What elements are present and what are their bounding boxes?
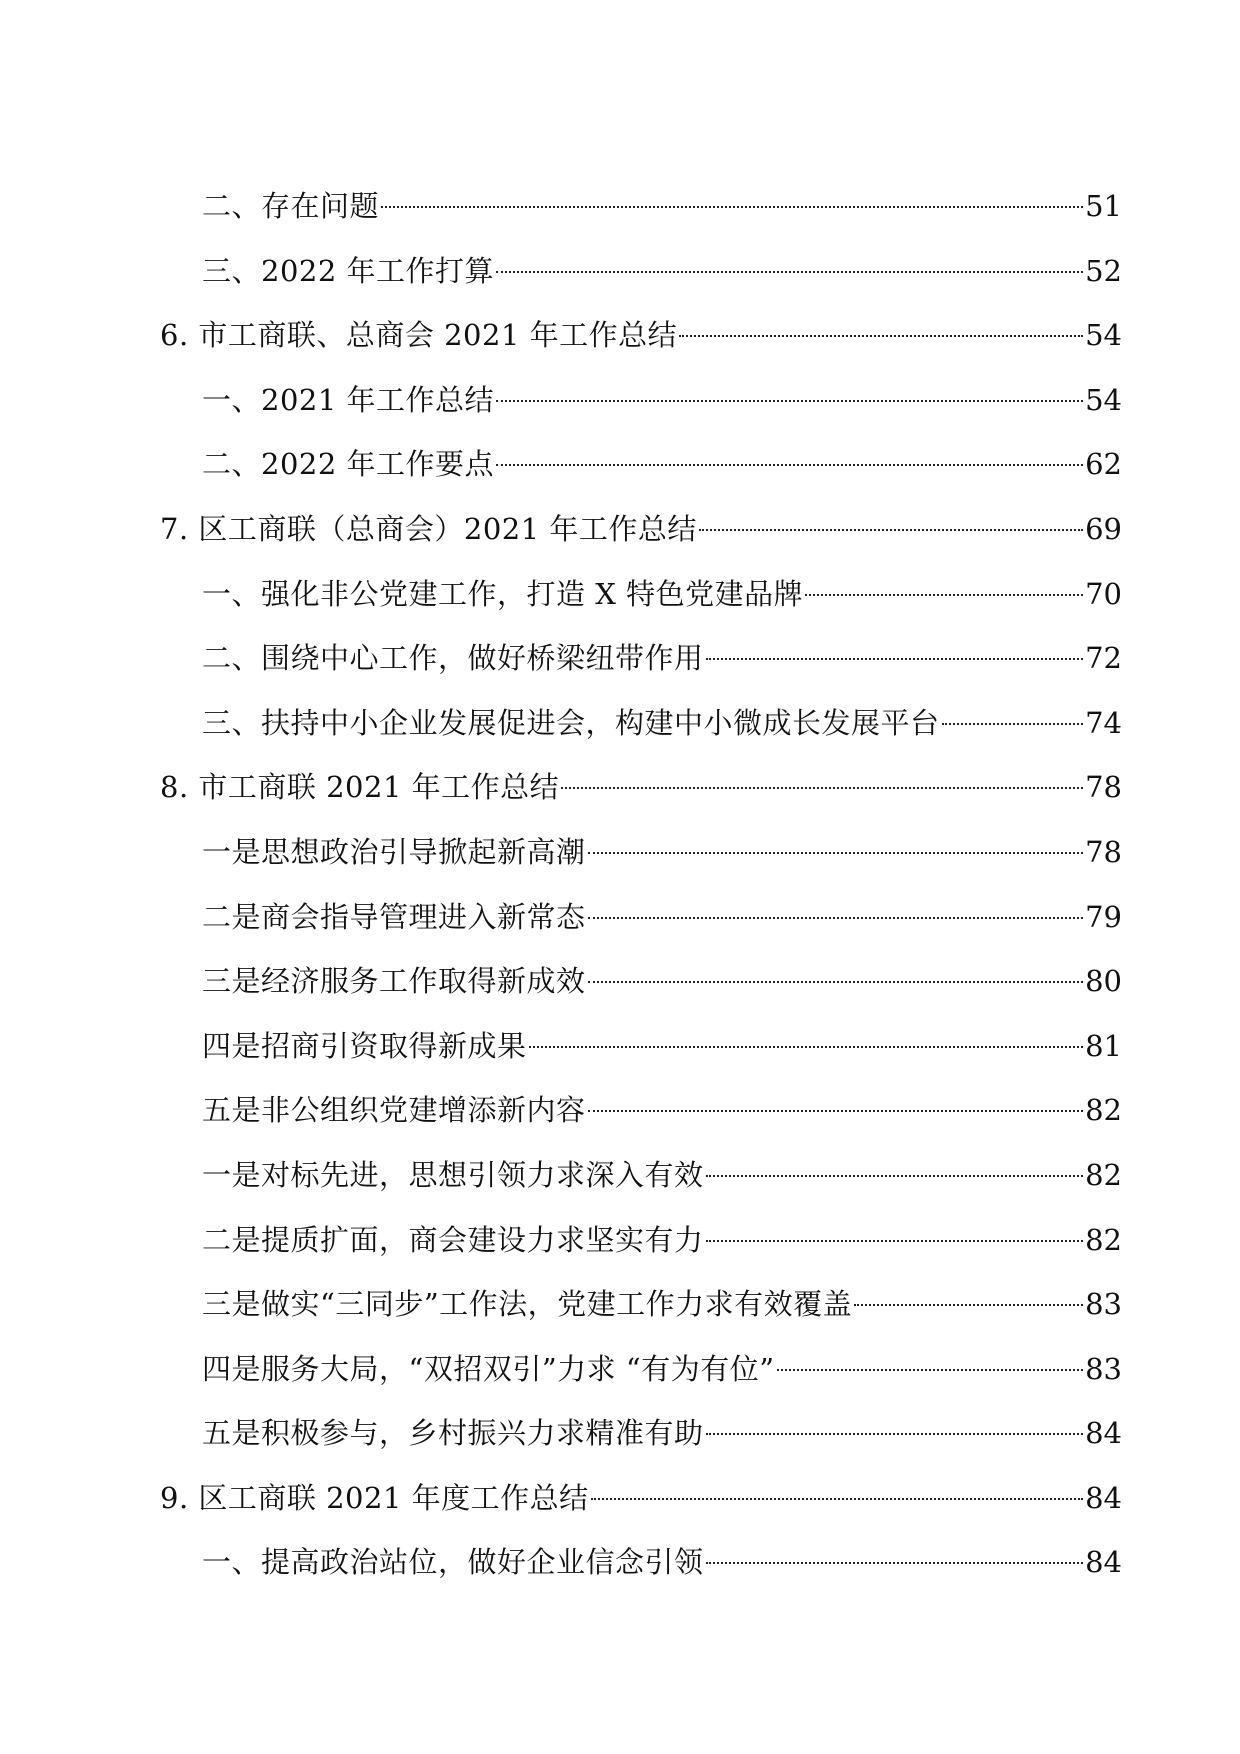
dot-leader <box>586 1080 1086 1120</box>
toc-entry[interactable] <box>0 687 1240 752</box>
dot-leader <box>494 241 1085 281</box>
toc-entry-page-number: 62 <box>1085 447 1122 482</box>
toc-entry-page-number: 80 <box>1085 964 1122 999</box>
dot-leader <box>677 305 1085 345</box>
dot-leader <box>527 1016 1086 1056</box>
toc-entry-page-number: 51 <box>1085 189 1122 223</box>
toc-entry-title: 二、存在问题 <box>202 189 380 223</box>
dot-leader <box>494 370 1085 410</box>
toc-entry-page-number: 79 <box>1085 899 1122 934</box>
toc-entry[interactable] <box>0 816 1240 881</box>
toc-entry-page-number: 69 <box>1085 511 1122 546</box>
toc-entry[interactable] <box>0 1268 1240 1333</box>
toc-entry-page-number: 54 <box>1085 382 1122 417</box>
dot-leader <box>494 434 1085 474</box>
toc-entry-title: 9. 区工商联 2021 年度工作总结 <box>160 1480 589 1515</box>
toc-entry-page-number: 54 <box>1085 318 1122 353</box>
toc-entry-title: 五是非公组织党建增添新内容 <box>202 1093 586 1128</box>
dot-leader <box>586 887 1086 927</box>
toc-entry-title: 五是积极参与，乡村振兴力求精准有助 <box>202 1416 704 1451</box>
toc-section-heading[interactable] <box>0 299 1240 364</box>
dot-leader <box>704 1145 1086 1185</box>
dot-leader <box>704 1403 1086 1443</box>
dot-leader <box>704 628 1086 668</box>
toc-entry-title: 二是提质扩面，商会建设力求坚实有力 <box>202 1222 704 1257</box>
toc-entry-page-number: 82 <box>1085 1222 1122 1257</box>
toc-entry-title: 三是做实“三同步”工作法，党建工作力求有效覆盖 <box>202 1287 853 1322</box>
toc-section-heading[interactable] <box>0 751 1240 816</box>
toc-entry[interactable] <box>0 558 1240 623</box>
toc-entry-page-number: 84 <box>1085 1545 1122 1580</box>
toc-entry-title: 一、强化非公党建工作，打造 X 特色党建品牌 <box>202 576 804 611</box>
toc-entry-page-number: 82 <box>1085 1157 1122 1192</box>
toc-entry-page-number: 72 <box>1085 641 1122 676</box>
dot-leader <box>852 1274 1085 1314</box>
dot-leader <box>704 1532 1086 1572</box>
toc-entry-page-number: 52 <box>1085 253 1122 288</box>
toc-entry-page-number: 78 <box>1085 770 1122 805</box>
toc-entry-page-number: 84 <box>1085 1416 1122 1451</box>
dot-leader <box>697 499 1085 539</box>
toc-entry-title: 6. 市工商联、总商会 2021 年工作总结 <box>160 318 678 353</box>
toc-entry-title: 三、2022 年工作打算 <box>202 253 495 288</box>
toc-entry-page-number: 70 <box>1085 576 1122 611</box>
toc-entry[interactable] <box>0 881 1240 946</box>
toc-entry[interactable] <box>0 1139 1240 1204</box>
toc-entry[interactable] <box>0 428 1240 493</box>
toc-entry[interactable] <box>0 170 1240 235</box>
toc-entry-page-number: 83 <box>1085 1287 1122 1322</box>
toc-entry-page-number: 82 <box>1085 1093 1122 1128</box>
dot-leader <box>704 1210 1086 1250</box>
toc-entry-title: 一是对标先进，思想引领力求深入有效 <box>202 1157 704 1192</box>
toc-entry-title: 7. 区工商联（总商会）2021 年工作总结 <box>160 511 697 546</box>
toc-entry-title: 一是思想政治引导掀起新高潮 <box>202 834 586 869</box>
dot-leader <box>586 951 1086 991</box>
toc-entry[interactable] <box>0 945 1240 1010</box>
toc-entry-title: 三、扶持中小企业发展促进会，构建中小微成长发展平台 <box>202 705 940 740</box>
dot-leader <box>559 757 1085 797</box>
toc-entry-title: 三是经济服务工作取得新成效 <box>202 964 586 999</box>
toc-entry-page-number: 83 <box>1085 1351 1122 1386</box>
dot-leader <box>940 693 1086 733</box>
toc-entry[interactable] <box>0 1074 1240 1139</box>
toc-entry[interactable] <box>0 364 1240 429</box>
toc-entry[interactable] <box>0 1333 1240 1398</box>
dot-leader <box>379 176 1085 216</box>
dot-leader <box>589 1468 1085 1508</box>
toc-section-heading[interactable] <box>0 1462 1240 1527</box>
toc-entry-title: 二、围绕中心工作，做好桥梁纽带作用 <box>202 641 704 676</box>
toc-entry[interactable] <box>0 1010 1240 1075</box>
dot-leader <box>775 1339 1086 1379</box>
toc-entry-title: 8. 市工商联 2021 年工作总结 <box>160 770 560 805</box>
toc-entry[interactable] <box>0 1526 1240 1591</box>
toc-entry-page-number: 81 <box>1085 1028 1122 1063</box>
toc-entry-page-number: 74 <box>1085 705 1122 740</box>
toc-section-heading[interactable] <box>0 493 1240 558</box>
toc-entry-title: 一、提高政治站位，做好企业信念引领 <box>202 1545 704 1580</box>
toc-entry[interactable] <box>0 1204 1240 1269</box>
toc-entry-page-number: 84 <box>1085 1480 1122 1515</box>
table-of-contents <box>0 170 1240 1591</box>
toc-entry[interactable] <box>0 1397 1240 1462</box>
toc-entry-title: 二是商会指导管理进入新常态 <box>202 899 586 934</box>
dot-leader <box>803 564 1085 604</box>
toc-entry[interactable] <box>0 622 1240 687</box>
dot-leader <box>586 822 1086 862</box>
toc-entry-title: 二、2022 年工作要点 <box>202 447 495 482</box>
toc-entry-title: 四是招商引资取得新成果 <box>202 1028 527 1063</box>
toc-entry-title: 四是服务大局，“双招双引”力求 “有为有位” <box>202 1351 775 1386</box>
toc-entry-title: 一、2021 年工作总结 <box>202 382 495 417</box>
toc-entry[interactable] <box>0 235 1240 300</box>
toc-entry-page-number: 78 <box>1085 834 1122 869</box>
